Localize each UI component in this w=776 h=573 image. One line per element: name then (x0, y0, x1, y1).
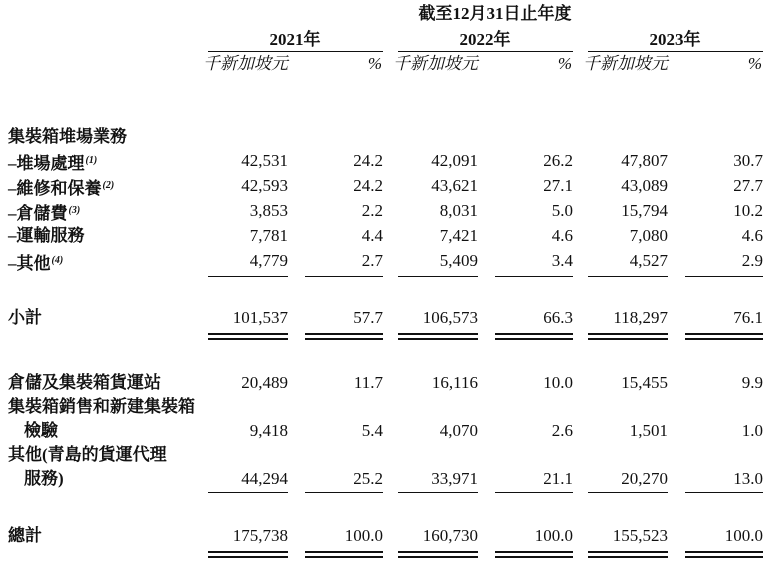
sub-row-amount-2023: 47,807 (621, 151, 668, 170)
sub-row-pct-2021: 24.2 (353, 176, 383, 195)
sub-row-label (8, 176, 114, 199)
total-dbl-2 (305, 551, 383, 558)
other-row-amount-2022: 16,116 (431, 373, 478, 392)
subtotal-dbl-1 (208, 333, 288, 340)
total-dbl-3 (398, 551, 478, 558)
sub-row-pct-2022: 4.6 (551, 226, 573, 245)
unit-amount-2023: 千新加坡元 (583, 54, 668, 73)
sub-row-pct-2022: 5.0 (551, 201, 573, 220)
year-2023-header: 2023年 (649, 30, 701, 49)
sub-row-label (8, 226, 85, 246)
sub-row-pct-2023: 10.2 (733, 201, 763, 220)
sub-row-amount-2022: 8,031 (439, 201, 478, 220)
total-amount-2022: 160,730 (422, 526, 478, 545)
year-2022-underline (398, 51, 573, 52)
row-other-qingdao-label-2: 服務) (24, 469, 64, 488)
unit-amount-2022: 千新加坡元 (393, 54, 478, 73)
total-amount-2021: 175,738 (232, 526, 288, 545)
sub-row-amount-2022: 42,091 (431, 151, 478, 170)
period-header: 截至12月31日止年度 (418, 4, 572, 23)
sub-row-amount-2021: 42,593 (241, 176, 288, 195)
other-row-amount-2021: 9,418 (249, 421, 288, 440)
sub-row-pct-2021: 2.7 (361, 251, 383, 270)
footnote-marker: (3) (68, 205, 81, 216)
sub-rule-3 (398, 276, 478, 277)
total-amount-2023: 155,523 (612, 526, 668, 545)
subtotal-amount-2021: 101,537 (232, 308, 288, 327)
total-dbl-4 (495, 551, 573, 558)
sub-row-amount-2023: 43,089 (621, 176, 668, 195)
sub-row-pct-2022: 3.4 (551, 251, 573, 270)
year-2021-header: 2021年 (269, 30, 321, 49)
total-pct-2022: 100.0 (534, 526, 573, 545)
subtotal-dbl-5 (588, 333, 668, 340)
other-row-pct-2023: 9.9 (741, 373, 763, 392)
sub-row-pct-2022: 27.1 (543, 176, 573, 195)
other-row-pct-2023: 13.0 (733, 469, 763, 488)
other-row-amount-2022: 33,971 (431, 469, 478, 488)
other-row-pct-2022: 10.0 (543, 373, 573, 392)
other-row-amount-2023: 15,455 (621, 373, 668, 392)
sub-row-label-text: –維修和保養 (8, 179, 102, 198)
subtotal-amount-2022: 106,573 (422, 308, 478, 327)
sub-row-pct-2021: 2.2 (361, 201, 383, 220)
sub-row-amount-2023: 15,794 (621, 201, 668, 220)
total-pct-2021: 100.0 (344, 526, 383, 545)
other-rule-1 (208, 492, 288, 493)
sub-rule-1 (208, 276, 288, 277)
sub-row-amount-2021: 42,531 (241, 151, 288, 170)
subtotal-dbl-2 (305, 333, 383, 340)
subtotal-pct-2023: 76.1 (733, 308, 763, 327)
sub-row-label-text: –運輸服務 (8, 226, 85, 245)
total-dbl-1 (208, 551, 288, 558)
total-label: 總計 (8, 526, 42, 545)
subtotal-dbl-3 (398, 333, 478, 340)
row-container-sales-label-2: 檢驗 (24, 421, 58, 440)
other-row-amount-2022: 4,070 (439, 421, 478, 440)
other-row-pct-2023: 1.0 (741, 421, 763, 440)
sub-rule-4 (495, 276, 573, 277)
sub-row-label (8, 251, 63, 274)
sub-rule-6 (685, 276, 763, 277)
subtotal-pct-2022: 66.3 (543, 308, 573, 327)
unit-pct-2022: % (557, 54, 572, 73)
sub-row-label (8, 151, 97, 174)
sub-row-pct-2023: 2.9 (741, 251, 763, 270)
subtotal-amount-2023: 118,297 (613, 308, 668, 327)
total-dbl-6 (685, 551, 763, 558)
other-row-amount-2021: 44,294 (241, 469, 288, 488)
sub-row-pct-2023: 27.7 (733, 176, 763, 195)
sub-row-pct-2022: 26.2 (543, 151, 573, 170)
total-pct-2023: 100.0 (724, 526, 763, 545)
year-2023-underline (588, 51, 763, 52)
other-row-pct-2021: 5.4 (361, 421, 383, 440)
total-dbl-5 (588, 551, 668, 558)
sub-row-amount-2021: 7,781 (249, 226, 288, 245)
subtotal-label: 小計 (8, 308, 42, 327)
sub-row-amount-2021: 3,853 (249, 201, 288, 220)
sub-rule-5 (588, 276, 668, 277)
other-row-amount-2021: 20,489 (241, 373, 288, 392)
other-row-pct-2021: 11.7 (353, 373, 383, 392)
sub-row-amount-2022: 7,421 (439, 226, 478, 245)
sub-row-label (8, 201, 80, 224)
subtotal-dbl-6 (685, 333, 763, 340)
subtotal-pct-2021: 57.7 (353, 308, 383, 327)
subtotal-dbl-4 (495, 333, 573, 340)
sub-rule-2 (305, 276, 383, 277)
other-row-pct-2021: 25.2 (353, 469, 383, 488)
sub-row-label-text: –堆場處理 (8, 154, 85, 173)
year-2022-header: 2022年 (459, 30, 511, 49)
sub-row-amount-2023: 4,527 (629, 251, 668, 270)
sub-row-amount-2022: 5,409 (439, 251, 478, 270)
unit-pct-2021: % (367, 54, 382, 73)
row-warehouse-label: 倉儲及集裝箱貨運站 (8, 373, 161, 392)
other-row-amount-2023: 1,501 (629, 421, 668, 440)
sub-row-pct-2023: 4.6 (741, 226, 763, 245)
sub-row-pct-2023: 30.7 (733, 151, 763, 170)
unit-amount-2021: 千新加坡元 (203, 54, 288, 73)
other-rule-2 (305, 492, 383, 493)
row-other-qingdao-label-1: 其他(青島的貨運代理 (8, 445, 167, 464)
other-rule-5 (588, 492, 668, 493)
sub-row-pct-2021: 24.2 (353, 151, 383, 170)
other-rule-6 (685, 492, 763, 493)
unit-pct-2023: % (747, 54, 762, 73)
sub-row-pct-2021: 4.4 (361, 226, 383, 245)
sub-row-label-text: –倉儲費 (8, 204, 68, 223)
other-rule-4 (495, 492, 573, 493)
footnote-marker: (4) (51, 255, 64, 266)
other-row-amount-2023: 20,270 (621, 469, 668, 488)
sub-row-amount-2023: 7,080 (629, 226, 668, 245)
other-row-pct-2022: 21.1 (543, 469, 573, 488)
row-container-sales-label-1: 集裝箱銷售和新建集裝箱 (8, 397, 195, 416)
year-2021-underline (208, 51, 383, 52)
sub-row-amount-2022: 43,621 (431, 176, 478, 195)
other-rule-3 (398, 492, 478, 493)
footnote-marker: (1) (85, 155, 98, 166)
section-title: 集裝箱堆場業務 (8, 127, 127, 146)
footnote-marker: (2) (102, 180, 115, 191)
other-row-pct-2022: 2.6 (551, 421, 573, 440)
sub-row-amount-2021: 4,779 (249, 251, 288, 270)
sub-row-label-text: –其他 (8, 254, 51, 273)
